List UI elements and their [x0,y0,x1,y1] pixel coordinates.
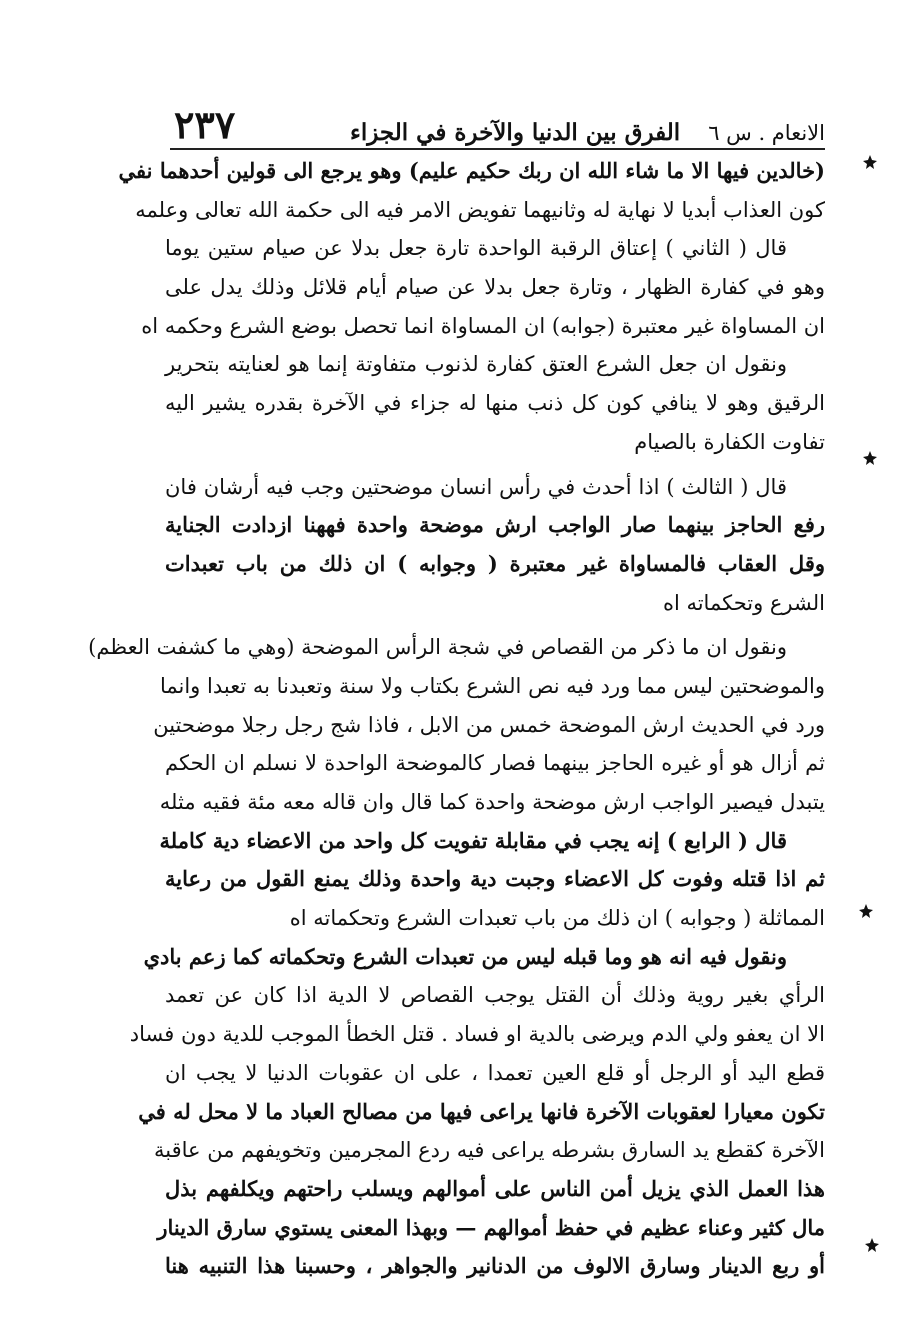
text-line: قال ( الثالث ) اذا أحدث في رأس انسان موضحتين وجب فيه أرشان فان [165,474,787,499]
text-line: ونقول فيه انه هو وما قبله ليس من تعبدات الشرع وتحكماته كما زعم بادي [143,943,787,969]
text-line: والموضحتين ليس مما ورد فيه نص الشرع بكتاب ولا سنة وتعبدنا به تعبدا وانما [159,673,825,698]
text-line: تكون معيارا لعقوبات الآخرة فانها يراعى فيها من مصالح العباد ما لا محل له في [138,1098,825,1124]
text-line: يتبدل فيصير الواجب ارش موضحة واحدة كما قال وان قاله معه مئة فقيه مثله [159,790,825,814]
text-line: أو ربع الدينار وسارق الالوف من الدنانير والجواهر ، وحسبنا هذا التنبيه هنا [165,1253,825,1279]
text-line: مال كثير وعناء عظيم في حفظ أموالهم — وبهذا المعنى يستوي سارق الدينار [157,1214,825,1240]
surah-reference: الانعام . س ٦ [708,121,825,145]
text-line: قال ( الرابع ) إنه يجب في مقابلة تفويت كل واحد من الاعضاء دية كاملة [159,827,787,853]
text-line: كون العذاب أبديا لا نهاية له وثانيهما تفويض الامر فيه الى حكمة الله تعالى وعلمه [135,197,825,222]
text-line: وقل العقاب فالمساواة غير معتبرة ( وجوابه ) ان ذلك من باب تعبدات [165,550,825,576]
text-line: هذا العمل الذي يزيل أمن الناس على أموالهم ويسلب راحتهم ويكلفهم بذل [165,1175,825,1201]
text-line: المماثلة ( وجوابه ) ان ذلك من باب تعبدات الشرع وتحكماته اه [289,906,825,931]
text-line: ثم اذا قتله وفوت كل الاعضاء وجبت دية واحدة وذلك يمنع القول من رعاية [165,866,825,892]
margin-ink-mark [858,903,874,919]
text-line: الرأي بغير روية وذلك أن القتل يوجب القصاص لا الدية اذا كان عن تعمد [165,983,825,1008]
text-line: الآخرة كقطع يد السارق بشرطه يراعى فيه ردع المجرمين وتخويفهم من عاقبة [154,1138,825,1163]
margin-ink-mark [864,1237,880,1253]
margin-ink-mark [862,450,878,466]
text-line: الا ان يعفو ولي الدم ويرضى بالدية او فساد . قتل الخطأ الموجب للدية دون فساد [129,1022,825,1047]
text-line: ثم أزال هو أو غيره الحاجز بينهما فصار كالموضحة الواحدة لا نسلم ان الحكم [165,751,825,776]
running-header [170,102,825,150]
margin-ink-mark [862,154,878,170]
text-line: ونقول ان ما ذكر من القصاص في شجة الرأس الموضحة (وهي ما كشفت العظم) [88,635,787,660]
text-line: ونقول ان جعل الشرع العتق كفارة لذنوب متفاوتة إنما هو لعنايته بتحرير [165,352,787,377]
text-line: الرقيق وهو لا ينافي كون كل ذنب منها له جزاء في الآخرة بقدره يشير اليه [165,391,825,416]
text-line: قال ( الثاني ) إعتاق الرقبة الواحدة تارة جعل بدلا عن صيام ستين يوما [165,236,787,261]
text-line: تفاوت الكفارة بالصيام [634,429,825,454]
body-text [88,152,825,1286]
text-line: وهو في كفارة الظهار ، وتارة جعل بدلا عن صيام أيام قلائل وذلك يدل على [165,275,825,300]
page-heading: الفرق بين الدنيا والآخرة في الجزاء [350,119,681,146]
text-line: الشرع وتحكماته اه [662,590,825,615]
text-line: قطع اليد أو الرجل أو قلع العين تعمدا ، على ان عقوبات الدنيا لا يجب ان [165,1060,825,1085]
page-number: ٢٣٧ [174,102,236,147]
text-line: ورد في الحديث ارش الموضحة خمس من الابل ، فاذا شج رجل رجلا موضحتين [153,712,825,737]
header-text-group [350,121,825,144]
text-line: رفع الحاجز بينهما صار الواجب ارش موضحة واحدة فههنا ازدادت الجناية [165,512,825,538]
text-line: (خالدين فيها الا ما شاء الله ان ربك حكيم عليم) وهو يرجع الى قولين أحدهما نفي [118,158,825,183]
text-line: ان المساواة غير معتبرة (جوابه) ان المساواة انما تحصل بوضع الشرع وحكمه اه [141,313,825,338]
